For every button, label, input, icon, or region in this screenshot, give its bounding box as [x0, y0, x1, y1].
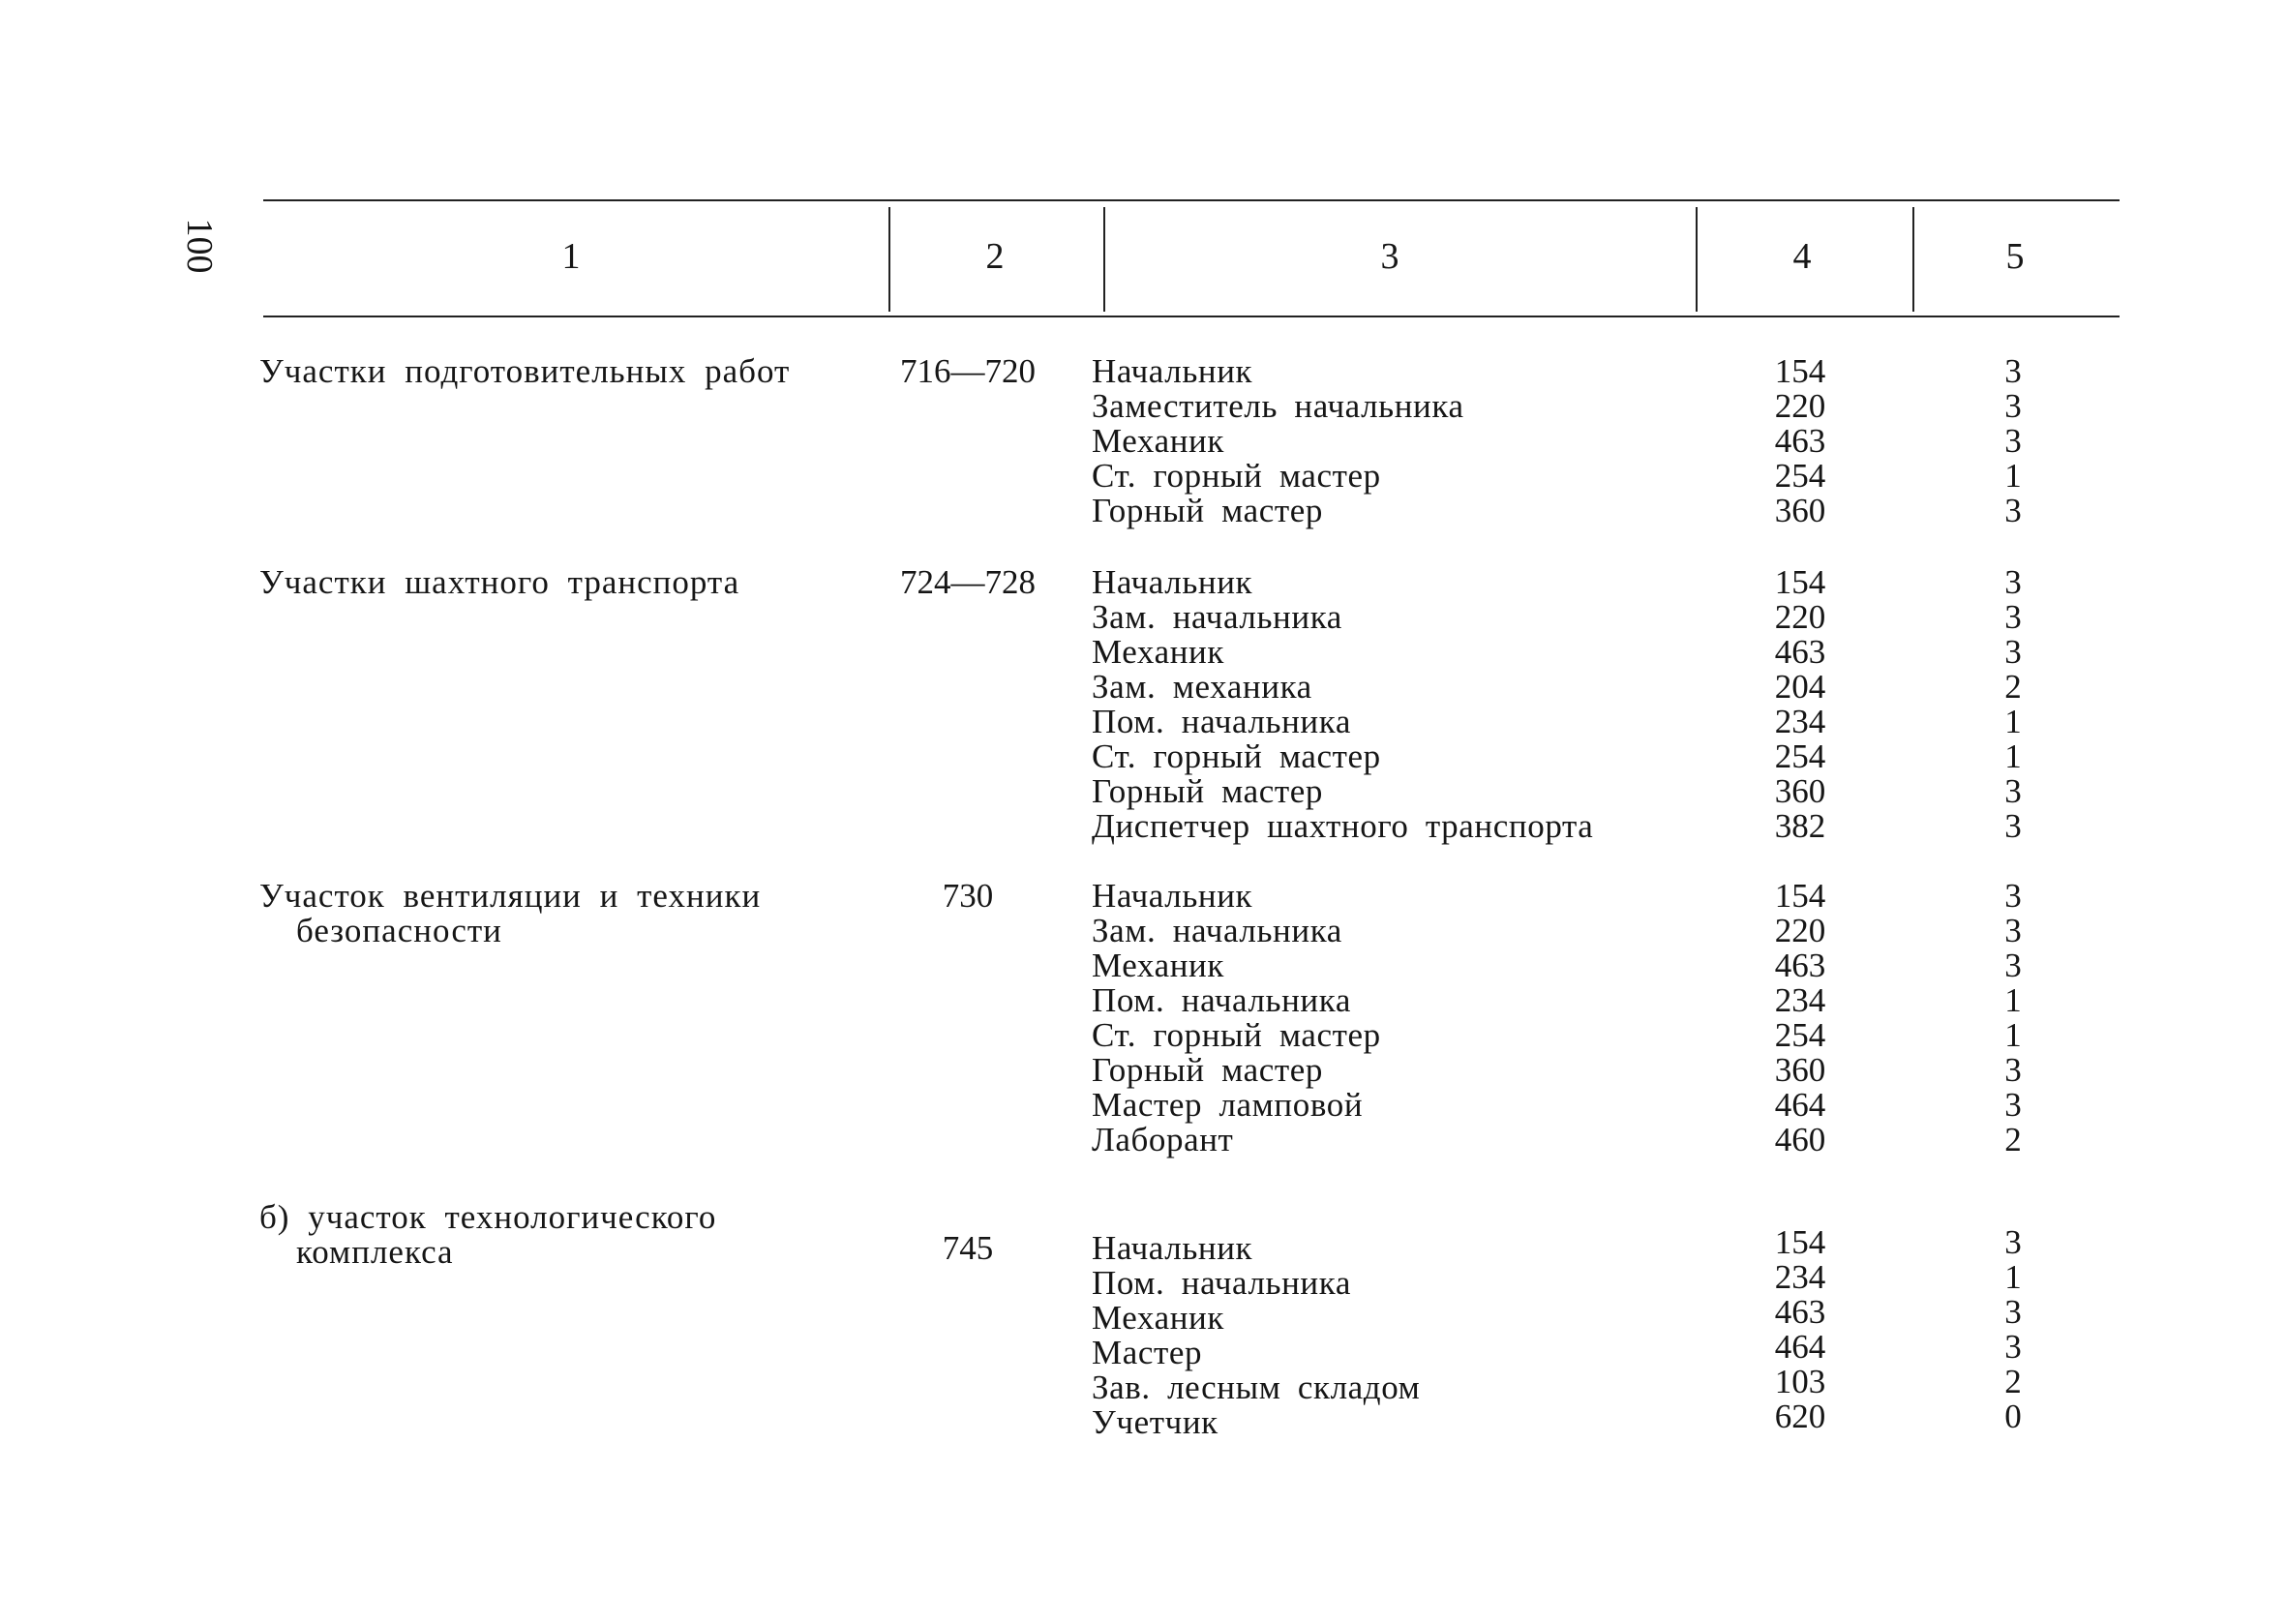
column-header-4: 4: [1792, 236, 1812, 277]
col4-value: 154: [1774, 877, 1826, 915]
position-item: Пом. начальника: [1092, 703, 1351, 740]
position-item: Ст. горный мастер: [1092, 1016, 1381, 1054]
col4-value: 103: [1774, 1363, 1826, 1400]
col5-value: 3: [2004, 877, 2022, 915]
position-item: Горный мастер: [1092, 492, 1323, 529]
position-item: Пом. начальника: [1092, 1264, 1351, 1302]
position-item: Горный мастер: [1092, 772, 1323, 810]
column-header-5: 5: [2005, 236, 2025, 277]
group-name-continuation: комплекса: [296, 1233, 454, 1271]
col4-value: 463: [1774, 422, 1826, 460]
column-5-values: [1974, 354, 2052, 528]
col5-value: 3: [2004, 947, 2022, 984]
col4-value: 254: [1774, 737, 1826, 775]
col5-value: 3: [2004, 912, 2022, 949]
col5-value: 1: [2004, 981, 2022, 1019]
col5-value: 3: [2004, 1293, 2022, 1331]
position-item: Начальник: [1092, 563, 1253, 601]
header-bottom-rule: [263, 316, 2120, 317]
col5-value: 3: [2004, 422, 2022, 460]
col4-value: 620: [1774, 1398, 1826, 1435]
position-item: Механик: [1092, 947, 1224, 984]
col4-value: 204: [1774, 668, 1826, 706]
position-item: Лаборант: [1092, 1121, 1234, 1158]
col5-value: 0: [2004, 1398, 2022, 1435]
group-name: [259, 354, 830, 389]
position-item: Пом. начальника: [1092, 981, 1351, 1019]
column-4-values: [1732, 354, 1868, 528]
col5-value: 1: [2004, 1258, 2022, 1296]
col4-value: 382: [1774, 807, 1826, 845]
header-divider-1: [888, 207, 890, 312]
col4-value: 154: [1774, 352, 1826, 390]
col5-value: 2: [2004, 1363, 2022, 1400]
column-5-values: [1974, 879, 2052, 1158]
group-code: 730: [942, 877, 994, 915]
position-list: [1092, 565, 1672, 844]
column-5-values: [1974, 565, 2052, 844]
header-divider-3: [1696, 207, 1698, 312]
col4-value: 360: [1774, 772, 1826, 810]
col4-value: 463: [1774, 633, 1826, 671]
col4-value: 464: [1774, 1328, 1826, 1366]
position-item: Зав. лесным складом: [1092, 1368, 1421, 1406]
col5-value: 3: [2004, 387, 2022, 425]
position-list: [1092, 879, 1672, 1158]
col5-value: 3: [2004, 772, 2022, 810]
col5-value: 3: [2004, 807, 2022, 845]
col4-value: 360: [1774, 1051, 1826, 1089]
position-item: Учетчик: [1092, 1403, 1218, 1441]
group-name-line: Участки шахтного транспорта: [259, 563, 740, 601]
column-header-3: 3: [1380, 236, 1399, 277]
position-item: Механик: [1092, 633, 1224, 671]
header-divider-2: [1103, 207, 1105, 312]
position-item: Заместитель начальника: [1092, 387, 1464, 425]
col4-value: 220: [1774, 598, 1826, 636]
col4-value: 234: [1774, 703, 1826, 740]
position-item: Начальник: [1092, 1229, 1253, 1267]
group-name-line: б) участок технологического: [259, 1198, 717, 1236]
col5-value: 3: [2004, 492, 2022, 529]
group-name-continuation: безопасности: [296, 912, 502, 949]
group-code: 724—728: [900, 563, 1036, 601]
col5-value: 3: [2004, 352, 2022, 390]
col4-value: 463: [1774, 1293, 1826, 1331]
column-4-values: [1732, 1225, 1868, 1434]
col5-value: 1: [2004, 703, 2022, 740]
column-header-2: 2: [985, 236, 1005, 277]
col5-value: 3: [2004, 1328, 2022, 1366]
position-item: Мастер ламповой: [1092, 1086, 1364, 1124]
position-item: Диспетчер шахтного транспорта: [1092, 807, 1594, 845]
col5-value: 3: [2004, 1223, 2022, 1261]
col4-value: 234: [1774, 981, 1826, 1019]
col4-value: 220: [1774, 387, 1826, 425]
position-item: Ст. горный мастер: [1092, 737, 1381, 775]
col5-value: 3: [2004, 1051, 2022, 1089]
col4-value: 254: [1774, 457, 1826, 495]
col4-value: 220: [1774, 912, 1826, 949]
position-item: Горный мастер: [1092, 1051, 1323, 1089]
position-list: [1092, 1231, 1672, 1440]
column-4-values: [1732, 879, 1868, 1158]
position-item: Ст. горный мастер: [1092, 457, 1381, 495]
col4-value: 254: [1774, 1016, 1826, 1054]
position-item: Механик: [1092, 1299, 1224, 1337]
page-number: 100: [179, 218, 220, 274]
col5-value: 1: [2004, 457, 2022, 495]
col4-value: 154: [1774, 1223, 1826, 1261]
col4-value: 360: [1774, 492, 1826, 529]
group-code: 745: [942, 1229, 994, 1267]
col5-value: 2: [2004, 668, 2022, 706]
position-item: Начальник: [1092, 877, 1253, 915]
group-name-line: Участки подготовительных работ: [259, 352, 791, 390]
header-top-rule: [263, 199, 2120, 201]
col4-value: 463: [1774, 947, 1826, 984]
group-name: [259, 565, 830, 600]
col5-value: 2: [2004, 1121, 2022, 1158]
position-item: Механик: [1092, 422, 1224, 460]
position-item: Начальник: [1092, 352, 1253, 390]
column-4-values: [1732, 565, 1868, 844]
col4-value: 460: [1774, 1121, 1826, 1158]
position-item: Зам. механика: [1092, 668, 1312, 706]
position-item: Зам. начальника: [1092, 912, 1342, 949]
col4-value: 154: [1774, 563, 1826, 601]
header-divider-4: [1912, 207, 1914, 312]
col5-value: 3: [2004, 598, 2022, 636]
group-code: 716—720: [900, 352, 1036, 390]
col4-value: 464: [1774, 1086, 1826, 1124]
group-name: [259, 1200, 830, 1270]
col5-value: 1: [2004, 1016, 2022, 1054]
col4-value: 234: [1774, 1258, 1826, 1296]
position-list: [1092, 354, 1672, 528]
position-item: Мастер: [1092, 1334, 1203, 1371]
column-5-values: [1974, 1225, 2052, 1434]
col5-value: 3: [2004, 1086, 2022, 1124]
col5-value: 3: [2004, 633, 2022, 671]
col5-value: 3: [2004, 563, 2022, 601]
col5-value: 1: [2004, 737, 2022, 775]
position-item: Зам. начальника: [1092, 598, 1342, 636]
group-name: [259, 879, 830, 948]
column-header-1: 1: [561, 236, 581, 277]
group-name-line: Участок вентиляции и техники: [259, 877, 762, 915]
